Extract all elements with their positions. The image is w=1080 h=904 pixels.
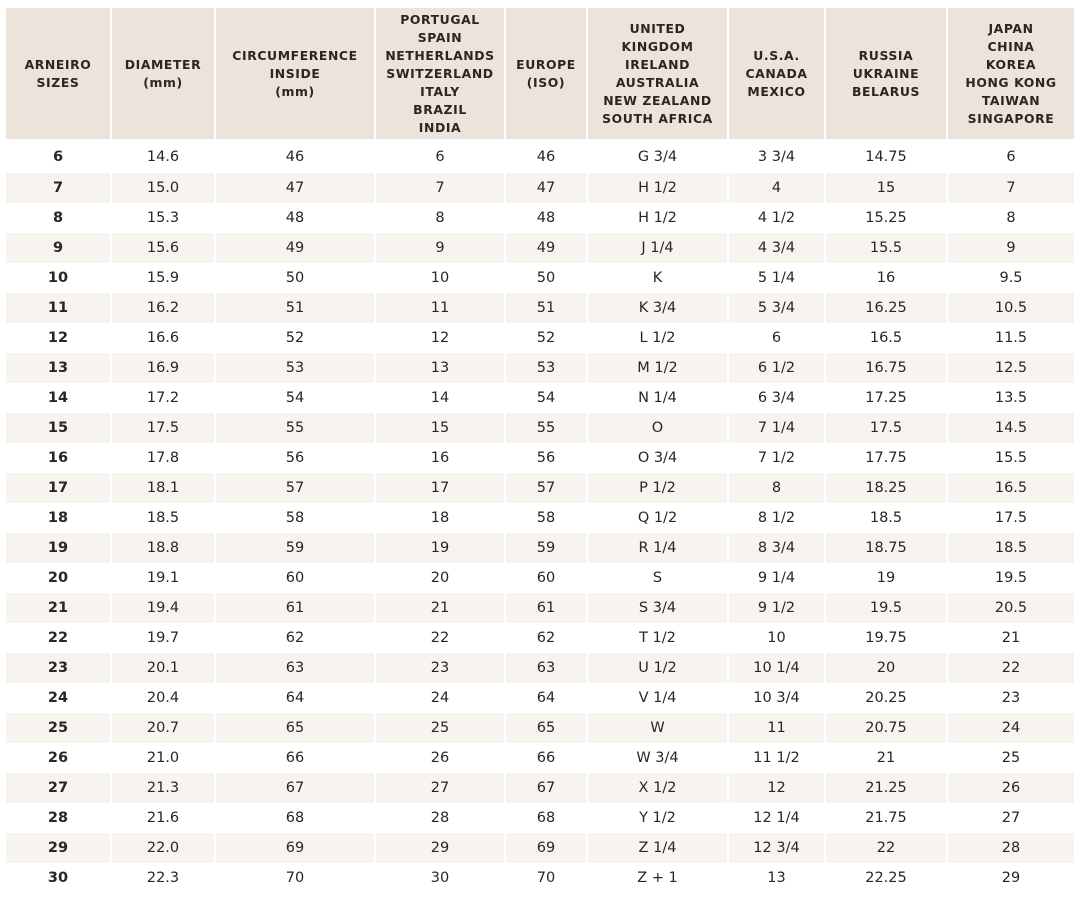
- cell-europe-size: 54: [536, 390, 556, 406]
- table-row: [6, 743, 1074, 773]
- cell-japan-size: 8: [1006, 210, 1016, 226]
- cell-europe-size: 58: [536, 510, 556, 526]
- table-row: [6, 503, 1074, 533]
- cell-circumference: 63: [216, 653, 374, 683]
- cell-europe-size: 67: [506, 773, 586, 803]
- cell-uk-size: L 1/2: [639, 330, 676, 346]
- cell-europe-size: 69: [506, 833, 586, 863]
- cell-portugal-size: 17: [376, 473, 504, 503]
- cell-europe-size: 51: [506, 293, 586, 323]
- cell-usa-size: 4 3/4: [729, 233, 824, 263]
- cell-arneiro-size: 15: [6, 413, 110, 443]
- cell-japan-size: 11.5: [994, 330, 1028, 346]
- column-header-line: SINGAPORE: [967, 110, 1055, 126]
- cell-arneiro-size: 10: [47, 270, 69, 286]
- cell-japan-size: 9: [948, 233, 1074, 263]
- cell-usa-size: 11: [729, 713, 824, 743]
- cell-arneiro-size: 12: [47, 330, 69, 346]
- cell-arneiro-size: 29: [6, 833, 110, 863]
- cell-uk-size: X 1/2: [588, 773, 727, 803]
- cell-japan-size: 15.5: [994, 450, 1028, 466]
- cell-arneiro-size: 30: [47, 870, 69, 886]
- cell-diameter: 15.6: [112, 233, 214, 263]
- cell-usa-size: 12 1/4: [753, 810, 800, 826]
- cell-uk-size: M 1/2: [588, 353, 727, 383]
- cell-circumference: 59: [216, 533, 374, 563]
- cell-diameter: 16.2: [112, 293, 214, 323]
- cell-japan-size: 7: [948, 173, 1074, 203]
- cell-diameter: 18.1: [112, 473, 214, 503]
- cell-japan-size: 16.5: [948, 473, 1074, 503]
- cell-circumference: 62: [285, 630, 305, 646]
- cell-circumference: 52: [285, 330, 305, 346]
- table-row: [6, 443, 1074, 473]
- cell-uk-size: Q 1/2: [637, 510, 678, 526]
- table-row: [6, 533, 1074, 563]
- table-row: [6, 683, 1074, 713]
- cell-arneiro-size: 6: [52, 149, 64, 165]
- column-header-portugal-group: [376, 8, 504, 139]
- cell-usa-size: 7 1/4: [729, 413, 824, 443]
- cell-usa-size: 7 1/2: [757, 450, 796, 466]
- cell-usa-size: 12 3/4: [729, 833, 824, 863]
- cell-uk-size: H 1/2: [588, 173, 727, 203]
- cell-russia-size: 19: [876, 570, 896, 586]
- cell-usa-size: 9 1/4: [757, 570, 796, 586]
- cell-circumference: 49: [216, 233, 374, 263]
- cell-russia-size: 16.25: [826, 293, 946, 323]
- size-rows: [6, 139, 1074, 893]
- column-header-line: EUROPE: [516, 56, 576, 72]
- column-header-line: UKRAINE: [852, 65, 920, 81]
- cell-europe-size: 66: [536, 750, 556, 766]
- cell-portugal-size: 9: [376, 233, 504, 263]
- cell-diameter: 15.9: [146, 270, 180, 286]
- cell-japan-size: 23: [1001, 690, 1021, 706]
- cell-usa-size: 5 3/4: [729, 293, 824, 323]
- cell-arneiro-size: 20: [47, 570, 69, 586]
- cell-russia-size: 20.25: [865, 690, 907, 706]
- column-header-circumference: [216, 8, 374, 139]
- table-row: [6, 353, 1074, 383]
- cell-europe-size: 57: [506, 473, 586, 503]
- cell-circumference: 61: [216, 593, 374, 623]
- cell-circumference: 47: [216, 173, 374, 203]
- cell-usa-size: 10: [767, 630, 786, 646]
- column-header-line: HONG KONG: [965, 74, 1057, 90]
- cell-arneiro-size: 14: [47, 390, 69, 406]
- cell-russia-size: 18.25: [826, 473, 946, 503]
- cell-uk-size: R 1/4: [588, 533, 727, 563]
- cell-diameter: 21.6: [146, 810, 180, 826]
- cell-europe-size: 53: [506, 353, 586, 383]
- table-row: [6, 383, 1074, 413]
- cell-diameter: 15.0: [112, 173, 214, 203]
- cell-usa-size: 8: [729, 473, 824, 503]
- cell-japan-size: 26: [948, 773, 1074, 803]
- cell-uk-size: U 1/2: [588, 653, 727, 683]
- cell-uk-size: K: [652, 270, 663, 286]
- cell-usa-size: 5 1/4: [757, 270, 796, 286]
- column-header-line: SWITZERLAND: [386, 65, 494, 81]
- cell-circumference: 57: [216, 473, 374, 503]
- cell-japan-size: 20.5: [948, 593, 1074, 623]
- cell-arneiro-size: 8: [52, 210, 64, 226]
- cell-russia-size: 22.25: [865, 870, 907, 886]
- cell-russia-size: 19.5: [826, 593, 946, 623]
- column-header-line: RUSSIA: [858, 47, 914, 63]
- cell-europe-size: 56: [536, 450, 556, 466]
- cell-europe-size: 70: [536, 870, 556, 886]
- cell-diameter: 16.6: [146, 330, 180, 346]
- column-header-line: BELARUS: [851, 83, 921, 99]
- cell-arneiro-size: 26: [47, 750, 69, 766]
- cell-circumference: 68: [285, 810, 305, 826]
- cell-circumference: 56: [285, 450, 305, 466]
- cell-usa-size: 12: [729, 773, 824, 803]
- cell-diameter: 17.2: [146, 390, 180, 406]
- cell-portugal-size: 19: [376, 533, 504, 563]
- cell-diameter: 21.3: [112, 773, 214, 803]
- cell-europe-size: 55: [506, 413, 586, 443]
- column-header-line: MEXICO: [747, 83, 806, 99]
- cell-japan-size: 27: [1001, 810, 1021, 826]
- column-header-line: DIAMETER: [124, 56, 202, 72]
- column-header-line: IRELAND: [625, 56, 690, 72]
- cell-europe-size: 61: [506, 593, 586, 623]
- cell-portugal-size: 20: [430, 570, 450, 586]
- cell-europe-size: 63: [506, 653, 586, 683]
- cell-circumference: 58: [285, 510, 305, 526]
- cell-europe-size: 60: [536, 570, 556, 586]
- cell-uk-size: Z + 1: [637, 870, 678, 886]
- cell-uk-size: N 1/4: [638, 390, 677, 406]
- cell-europe-size: 50: [536, 270, 556, 286]
- cell-diameter: 20.4: [146, 690, 180, 706]
- cell-russia-size: 19.75: [865, 630, 907, 646]
- cell-usa-size: 13: [767, 870, 786, 886]
- cell-uk-size: O: [588, 413, 727, 443]
- cell-russia-size: 15.5: [826, 233, 946, 263]
- column-header-arneiro-sizes: [6, 8, 110, 139]
- cell-russia-size: 21.25: [826, 773, 946, 803]
- cell-diameter: 22.3: [146, 870, 180, 886]
- cell-europe-size: 64: [536, 690, 556, 706]
- cell-usa-size: 4: [729, 173, 824, 203]
- cell-arneiro-size: 28: [47, 810, 69, 826]
- cell-circumference: 46: [285, 149, 305, 165]
- cell-uk-size: H 1/2: [638, 210, 677, 226]
- table-row: [6, 203, 1074, 233]
- cell-japan-size: 29: [1001, 870, 1021, 886]
- cell-usa-size: 11 1/2: [753, 750, 800, 766]
- cell-diameter: 19.4: [112, 593, 214, 623]
- cell-japan-size: 14.5: [948, 413, 1074, 443]
- column-header-diameter: [112, 8, 214, 139]
- cell-portugal-size: 27: [376, 773, 504, 803]
- table-row: [6, 713, 1074, 743]
- cell-uk-size: V 1/4: [638, 690, 677, 706]
- cell-circumference: 54: [285, 390, 305, 406]
- cell-uk-size: W: [588, 713, 727, 743]
- cell-uk-size: P 1/2: [588, 473, 727, 503]
- cell-uk-size: T 1/2: [639, 630, 676, 646]
- cell-arneiro-size: 17: [6, 473, 110, 503]
- cell-usa-size: 10 1/4: [729, 653, 824, 683]
- cell-diameter: 20.7: [112, 713, 214, 743]
- cell-japan-size: 13.5: [994, 390, 1028, 406]
- column-header-line: TAIWAN: [981, 92, 1041, 108]
- table-row: [6, 473, 1074, 503]
- cell-circumference: 51: [216, 293, 374, 323]
- cell-uk-size: O 3/4: [637, 450, 678, 466]
- cell-arneiro-size: 22: [47, 630, 69, 646]
- cell-circumference: 69: [216, 833, 374, 863]
- cell-russia-size: 15: [826, 173, 946, 203]
- cell-portugal-size: 25: [376, 713, 504, 743]
- cell-portugal-size: 22: [430, 630, 450, 646]
- column-header-line: U.S.A.: [753, 47, 800, 63]
- table-row: [6, 233, 1074, 263]
- column-header-line: INSIDE: [269, 65, 321, 81]
- cell-circumference: 65: [216, 713, 374, 743]
- column-header-line: PORTUGAL: [400, 11, 480, 27]
- table-row: [6, 139, 1074, 173]
- column-header-line: NETHERLANDS: [385, 47, 495, 63]
- column-header-usa-group: [729, 8, 824, 139]
- cell-uk-size: K 3/4: [588, 293, 727, 323]
- cell-portugal-size: 8: [435, 210, 445, 226]
- column-header-line: JAPAN: [988, 20, 1034, 36]
- ring-size-conversion-table: [4, 8, 1076, 893]
- cell-portugal-size: 29: [376, 833, 504, 863]
- column-header-line: CIRCUMFERENCE: [232, 47, 358, 63]
- cell-portugal-size: 7: [376, 173, 504, 203]
- column-header-line: KOREA: [985, 56, 1037, 72]
- cell-japan-size: 28: [948, 833, 1074, 863]
- cell-japan-size: 24: [948, 713, 1074, 743]
- column-header-line: AUSTRALIA: [615, 74, 700, 90]
- cell-portugal-size: 24: [430, 690, 450, 706]
- cell-diameter: 17.8: [146, 450, 180, 466]
- cell-portugal-size: 11: [376, 293, 504, 323]
- cell-circumference: 70: [285, 870, 305, 886]
- cell-diameter: 21.0: [146, 750, 180, 766]
- cell-arneiro-size: 18: [47, 510, 69, 526]
- table-row: [6, 263, 1074, 293]
- cell-europe-size: 65: [506, 713, 586, 743]
- cell-diameter: 19.1: [146, 570, 180, 586]
- table-row: [6, 293, 1074, 323]
- cell-portugal-size: 21: [376, 593, 504, 623]
- table-row: [6, 323, 1074, 353]
- cell-japan-size: 10.5: [948, 293, 1074, 323]
- cell-arneiro-size: 7: [6, 173, 110, 203]
- cell-russia-size: 16.5: [869, 330, 903, 346]
- cell-portugal-size: 28: [430, 810, 450, 826]
- cell-russia-size: 21: [876, 750, 896, 766]
- cell-europe-size: 48: [536, 210, 556, 226]
- table-row: [6, 803, 1074, 833]
- cell-arneiro-size: 25: [6, 713, 110, 743]
- cell-portugal-size: 14: [430, 390, 450, 406]
- column-header-line: CHINA: [987, 38, 1035, 54]
- cell-diameter: 17.5: [112, 413, 214, 443]
- column-header-line: CANADA: [745, 65, 808, 81]
- cell-europe-size: 49: [506, 233, 586, 263]
- cell-portugal-size: 6: [435, 149, 445, 165]
- cell-diameter: 18.8: [112, 533, 214, 563]
- cell-arneiro-size: 11: [6, 293, 110, 323]
- column-header-japan-group: [948, 8, 1074, 139]
- cell-japan-size: 18.5: [948, 533, 1074, 563]
- cell-usa-size: 6 1/2: [729, 353, 824, 383]
- cell-portugal-size: 15: [376, 413, 504, 443]
- cell-diameter: 20.1: [112, 653, 214, 683]
- cell-europe-size: 68: [536, 810, 556, 826]
- table-row: [6, 593, 1074, 623]
- cell-japan-size: 21: [1001, 630, 1021, 646]
- cell-uk-size: S 3/4: [588, 593, 727, 623]
- cell-russia-size: 17.5: [826, 413, 946, 443]
- column-header-line: (mm): [143, 74, 183, 90]
- cell-usa-size: 9 1/2: [729, 593, 824, 623]
- cell-circumference: 50: [285, 270, 305, 286]
- cell-europe-size: 46: [536, 149, 556, 165]
- cell-russia-size: 20.75: [826, 713, 946, 743]
- column-header-line: SOUTH AFRICA: [602, 110, 713, 126]
- cell-europe-size: 62: [536, 630, 556, 646]
- cell-japan-size: 22: [948, 653, 1074, 683]
- cell-portugal-size: 16: [430, 450, 450, 466]
- table-row: [6, 563, 1074, 593]
- cell-arneiro-size: 23: [6, 653, 110, 683]
- cell-europe-size: 52: [536, 330, 556, 346]
- cell-japan-size: 9.5: [999, 270, 1023, 286]
- column-header-russia-group: [826, 8, 946, 139]
- cell-usa-size: 10 3/4: [753, 690, 800, 706]
- cell-russia-size: 16: [876, 270, 896, 286]
- cell-usa-size: 6 3/4: [757, 390, 796, 406]
- cell-usa-size: 8 1/2: [757, 510, 796, 526]
- column-header-line: INDIA: [418, 119, 462, 135]
- column-header-line: ITALY: [420, 83, 460, 99]
- table-row: [6, 773, 1074, 803]
- cell-usa-size: 8 3/4: [729, 533, 824, 563]
- cell-arneiro-size: 21: [6, 593, 110, 623]
- cell-uk-size: W 3/4: [636, 750, 679, 766]
- cell-diameter: 14.6: [146, 149, 180, 165]
- cell-circumference: 55: [216, 413, 374, 443]
- cell-russia-size: 20: [826, 653, 946, 683]
- cell-portugal-size: 26: [430, 750, 450, 766]
- cell-circumference: 67: [216, 773, 374, 803]
- cell-circumference: 48: [285, 210, 305, 226]
- table-row: [6, 173, 1074, 203]
- cell-russia-size: 21.75: [865, 810, 907, 826]
- column-header-line: SPAIN: [417, 29, 463, 45]
- table-row: [6, 863, 1074, 893]
- cell-portugal-size: 23: [376, 653, 504, 683]
- cell-russia-size: 22: [826, 833, 946, 863]
- table-row: [6, 833, 1074, 863]
- header-row: [6, 8, 1074, 139]
- cell-usa-size: 3 3/4: [757, 149, 796, 165]
- cell-arneiro-size: 13: [6, 353, 110, 383]
- column-header-line: ARNEIRO: [24, 56, 92, 72]
- column-header-line: NEW ZEALAND: [603, 92, 712, 108]
- cell-circumference: 66: [285, 750, 305, 766]
- cell-russia-size: 18.75: [826, 533, 946, 563]
- cell-japan-size: 19.5: [994, 570, 1028, 586]
- table-row: [6, 413, 1074, 443]
- cell-diameter: 18.5: [146, 510, 180, 526]
- cell-diameter: 16.9: [112, 353, 214, 383]
- cell-portugal-size: 12: [430, 330, 450, 346]
- cell-uk-size: G 3/4: [637, 149, 678, 165]
- column-header-line: (mm): [275, 83, 315, 99]
- cell-portugal-size: 10: [430, 270, 450, 286]
- cell-diameter: 19.7: [146, 630, 180, 646]
- cell-japan-size: 17.5: [994, 510, 1028, 526]
- column-header-europe-iso: [506, 8, 586, 139]
- cell-arneiro-size: 24: [47, 690, 69, 706]
- cell-arneiro-size: 9: [6, 233, 110, 263]
- table-row: [6, 653, 1074, 683]
- cell-russia-size: 17.75: [865, 450, 907, 466]
- cell-diameter: 15.3: [146, 210, 180, 226]
- cell-japan-size: 25: [1001, 750, 1021, 766]
- cell-russia-size: 15.25: [865, 210, 907, 226]
- column-header-line: UNITED: [629, 20, 686, 36]
- column-header-uk-group: [588, 8, 727, 139]
- cell-arneiro-size: 16: [47, 450, 69, 466]
- column-header-line: KINGDOM: [621, 38, 694, 54]
- table-row: [6, 623, 1074, 653]
- cell-europe-size: 59: [506, 533, 586, 563]
- cell-russia-size: 16.75: [826, 353, 946, 383]
- column-header-line: (ISO): [526, 74, 566, 90]
- cell-uk-size: S: [652, 570, 663, 586]
- cell-uk-size: Z 1/4: [588, 833, 727, 863]
- cell-uk-size: J 1/4: [588, 233, 727, 263]
- column-header-line: SIZES: [36, 74, 80, 90]
- cell-portugal-size: 18: [430, 510, 450, 526]
- cell-russia-size: 17.25: [865, 390, 907, 406]
- cell-usa-size: 6: [771, 330, 782, 346]
- cell-circumference: 53: [216, 353, 374, 383]
- cell-portugal-size: 13: [376, 353, 504, 383]
- cell-russia-size: 14.75: [865, 149, 907, 165]
- cell-russia-size: 18.5: [869, 510, 903, 526]
- cell-arneiro-size: 27: [6, 773, 110, 803]
- cell-circumference: 64: [285, 690, 305, 706]
- cell-diameter: 22.0: [112, 833, 214, 863]
- column-header-line: BRAZIL: [413, 101, 467, 117]
- cell-japan-size: 12.5: [948, 353, 1074, 383]
- cell-circumference: 60: [285, 570, 305, 586]
- cell-europe-size: 47: [506, 173, 586, 203]
- cell-uk-size: Y 1/2: [639, 810, 676, 826]
- cell-arneiro-size: 19: [6, 533, 110, 563]
- cell-portugal-size: 30: [430, 870, 450, 886]
- cell-japan-size: 6: [1006, 149, 1016, 165]
- cell-usa-size: 4 1/2: [757, 210, 796, 226]
